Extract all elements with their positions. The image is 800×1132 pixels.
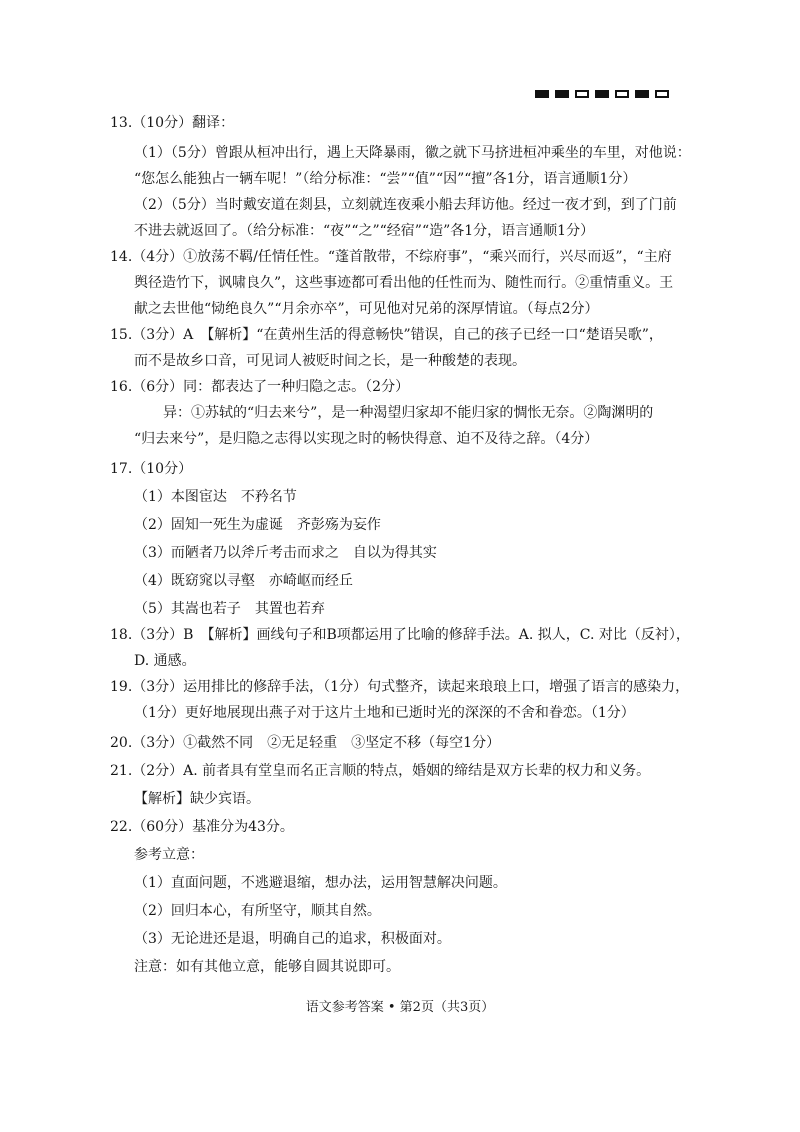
answer-line: 22.（60分）基准分为43分。 — [110, 819, 294, 835]
answer-line: 献之去世他“恸绝良久”“月余亦卒”，可见他对兄弟的深厚情谊。（每点2分） — [134, 301, 599, 317]
answer-line: 17.（10分） — [110, 461, 193, 477]
answer-line: （1）直面问题，不逃避退缩，想办法，运用智慧解决问题。 — [134, 875, 507, 891]
answer-line: （1）（5分）曾跟从桓冲出行，遇上天降暴雨，徽之就下马挤进桓冲乘坐的车里，对他说： — [134, 145, 691, 161]
header-mark — [555, 90, 569, 98]
answer-line: 异：①苏轼的“归去来兮”，是一种渴望归家却不能归家的惆怅无奈。②陶渊明的 — [163, 405, 654, 421]
answer-line: D. 通感。 — [134, 653, 196, 669]
header-mark — [635, 90, 649, 98]
answer-line: （5）其嵩也若子 其置也若弃 — [134, 601, 325, 617]
answer-line: （4）既窈窕以寻壑 亦崎岖而经丘 — [134, 573, 353, 589]
answer-line: 20.（3分）①截然不同 ②无足轻重 ③坚定不移（每空1分） — [110, 735, 501, 751]
header-marks — [535, 90, 669, 98]
answer-line: 13.（10分）翻译： — [110, 115, 235, 131]
answer-line: 19.（3分）运用排比的修辞手法，（1分）句式整齐，读起来琅琅上口，增强了语言的感染力， — [110, 679, 690, 695]
answer-line: （3）而陋者乃以斧斤考击而求之 自以为得其实 — [134, 545, 437, 561]
header-mark — [575, 90, 589, 98]
answer-line: （2）（5分）当时戴安道在剡县，立刻就连夜乘小船去拜访他。经过一夜才到，到了门前 — [134, 197, 677, 213]
answer-line: “归去来兮”，是归隐之志得以实现之时的畅快得意、迫不及待之辞。（4分） — [134, 431, 599, 447]
answer-line: 16.（6分）同：都表达了一种归隐之志。（2分） — [110, 379, 410, 395]
answer-line: （2）回归本心，有所坚守，顺其自然。 — [134, 903, 381, 919]
answer-line: （3）无论进还是退，明确自己的追求，积极面对。 — [134, 931, 451, 947]
answer-line: （1分）更好地展现出燕子对于这片土地和已逝时光的深深的不舍和眷恋。（1分） — [134, 705, 635, 721]
header-mark — [615, 90, 629, 98]
header-mark — [655, 90, 669, 98]
answer-line: 参考立意： — [134, 847, 204, 863]
page-footer: 语文参考答案 • 第2页（共3页） — [305, 1000, 495, 1015]
answer-line: 【解析】缺少宾语。 — [134, 791, 260, 807]
header-mark — [535, 90, 549, 98]
answer-line: （1）本图宦达 不矜名节 — [134, 489, 297, 505]
answer-line: “您怎么能独占一辆车呢！”（给分标准：“尝”“值”“因”“擅”各1分，语言通顺1分） — [134, 171, 637, 187]
answer-line: 21.（2分）A. 前者具有堂皇而名正言顺的特点，婚姻的缔结是双方长辈的权力和义务。 — [110, 763, 651, 779]
answer-line: 18.（3分）B 【解析】画线句子和B项都运用了比喻的修辞手法。A. 拟人，C. 对比（反衬）， — [110, 627, 690, 643]
answer-line: 15.（3分）A 【解析】“在黄州生活的得意畅快”错误，自己的孩子已经一口“楚语吴歌”， — [110, 327, 663, 343]
answer-line: 不进去就返回了。（给分标准：“夜”“之”“经宿”“造”各1分，语言通顺1分） — [134, 223, 595, 239]
answer-line: 注意：如有其他立意，能够自圆其说即可。 — [134, 959, 400, 975]
answer-line: （2）固知一死生为虚诞 齐彭殇为妄作 — [134, 517, 381, 533]
header-mark — [595, 90, 609, 98]
answer-line: 舆径造竹下，讽啸良久”，这些事迹都可看出他的任性而为、随性而行。②重情重义。王 — [134, 275, 674, 291]
answer-line: 而不是故乡口音，可见词人被贬时间之长，是一种酸楚的表现。 — [134, 353, 526, 369]
answer-line: 14.（4分）①放荡不羁/任情任性。“蓬首散带，不综府事”，“乘兴而行，兴尽而返”，“主府 — [110, 249, 672, 265]
